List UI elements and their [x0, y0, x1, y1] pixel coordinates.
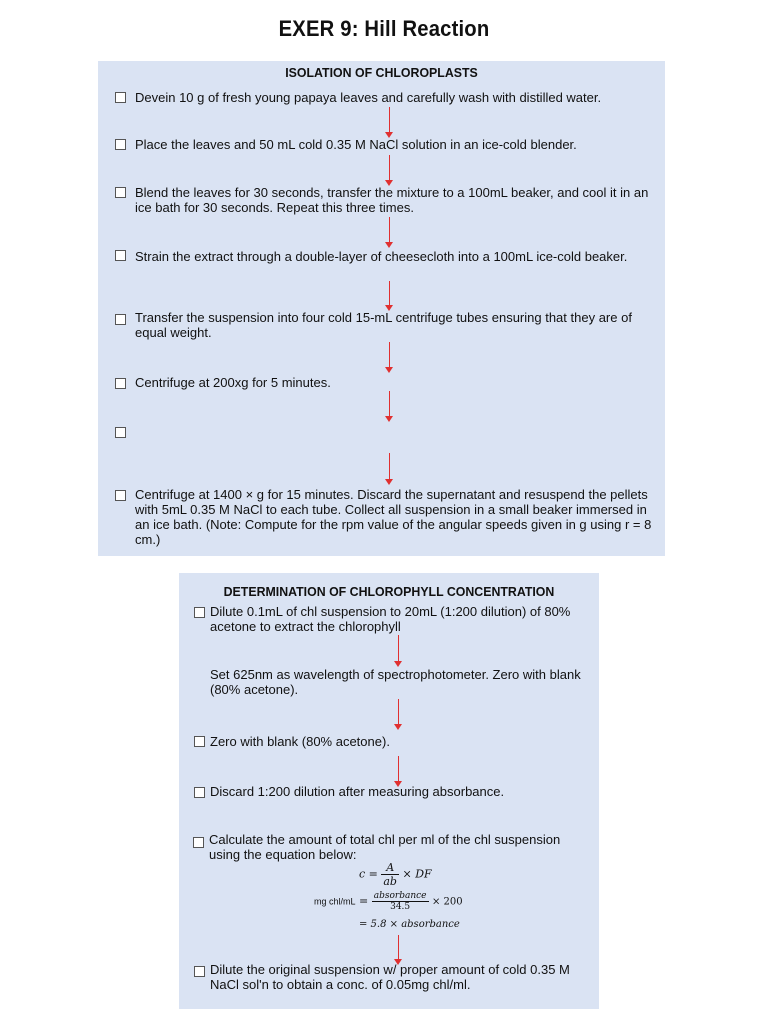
isolation-heading: ISOLATION OF CHLOROPLASTS	[285, 65, 478, 80]
isolation-step-8: Centrifuge at 1400 × g for 15 minutes. Discard the supernatant and resuspend the pellets with 5mL 0.35 M NaCl to each tube. Collect all suspension in a small beaker immersed in an ice bath. (Note: Compute for the rpm value of the angular speeds given in g using r = 8 cm.)	[135, 487, 652, 547]
flow-arrow	[394, 699, 403, 730]
step-checkbox[interactable]	[194, 736, 205, 747]
determination-step-2: Set 625nm as wavelength of spectrophotometer. Zero with blank (80% acetone).	[210, 667, 581, 697]
isolation-step-4: Strain the extract through a double-layer of cheesecloth into a 100mL ice-cold beaker.	[135, 249, 628, 264]
step-checkbox[interactable]	[115, 314, 126, 325]
flow-arrow	[394, 935, 403, 965]
isolation-step-3: Blend the leaves for 30 seconds, transfer the mixture to a 100mL beaker, and cool it in an ice bath for 30 seconds. Repeat this three times.	[135, 185, 649, 215]
equation-simplified: = 5.8 × absorbance	[359, 919, 460, 930]
isolation-step-6: Centrifuge at 200xg for 5 minutes.	[135, 375, 331, 390]
step-checkbox[interactable]	[194, 787, 205, 798]
isolation-panel	[98, 61, 665, 556]
equation-concentration: c = $\frac{A}{ab}$ × DF	[359, 861, 432, 888]
flow-arrow	[385, 391, 394, 422]
flow-arrow	[394, 635, 403, 667]
flow-arrow	[385, 217, 394, 248]
determination-step-5: Calculate the amount of total chl per ml of the chl suspension using the equation below:	[209, 832, 561, 862]
step-checkbox[interactable]	[194, 966, 205, 977]
determination-step-6: Dilute the original suspension w/ proper amount of cold 0.35 M NaCl sol'n to obtain a conc. of 0.05mg chl/ml.	[210, 962, 570, 992]
flow-arrow	[385, 453, 394, 485]
isolation-step-1: Devein 10 g of fresh young papaya leaves and carefully wash with distilled water.	[135, 90, 602, 105]
isolation-step-2: Place the leaves and 50 mL cold 0.35 M NaCl solution in an ice-cold blender.	[135, 137, 577, 152]
step-checkbox[interactable]	[115, 378, 126, 389]
step-checkbox[interactable]	[115, 139, 126, 150]
step-checkbox[interactable]	[115, 427, 126, 438]
step-checkbox[interactable]	[115, 92, 126, 103]
step-checkbox[interactable]	[115, 187, 126, 198]
equation-mg-chl: mg chl/mL = $\frac{\text{absorbance}}{34.5}$ × 200	[314, 891, 463, 912]
step-checkbox[interactable]	[194, 607, 205, 618]
flow-arrow	[385, 281, 394, 311]
step-checkbox[interactable]	[115, 250, 126, 261]
determination-panel	[179, 573, 599, 1009]
page-title: EXER 9: Hill Reaction	[278, 16, 490, 41]
flow-arrow	[385, 342, 394, 373]
step-checkbox[interactable]	[193, 837, 204, 848]
flow-arrow	[385, 155, 394, 186]
determination-step-4: Discard 1:200 dilution after measuring absorbance.	[210, 784, 505, 799]
step-checkbox[interactable]	[115, 490, 126, 501]
determination-step-1: Dilute 0.1mL of chl suspension to 20mL (1:200 dilution) of 80% acetone to extract the chlorophyll	[210, 604, 571, 634]
isolation-step-5: Transfer the suspension into four cold 15-mL centrifuge tubes ensuring that they are of equal weight.	[135, 310, 632, 340]
flow-arrow	[394, 756, 403, 787]
determination-heading: DETERMINATION OF CHLOROPHYLL CONCENTRATION	[223, 584, 555, 599]
flow-arrow	[385, 107, 394, 138]
determination-step-3: Zero with blank (80% acetone).	[210, 734, 390, 749]
